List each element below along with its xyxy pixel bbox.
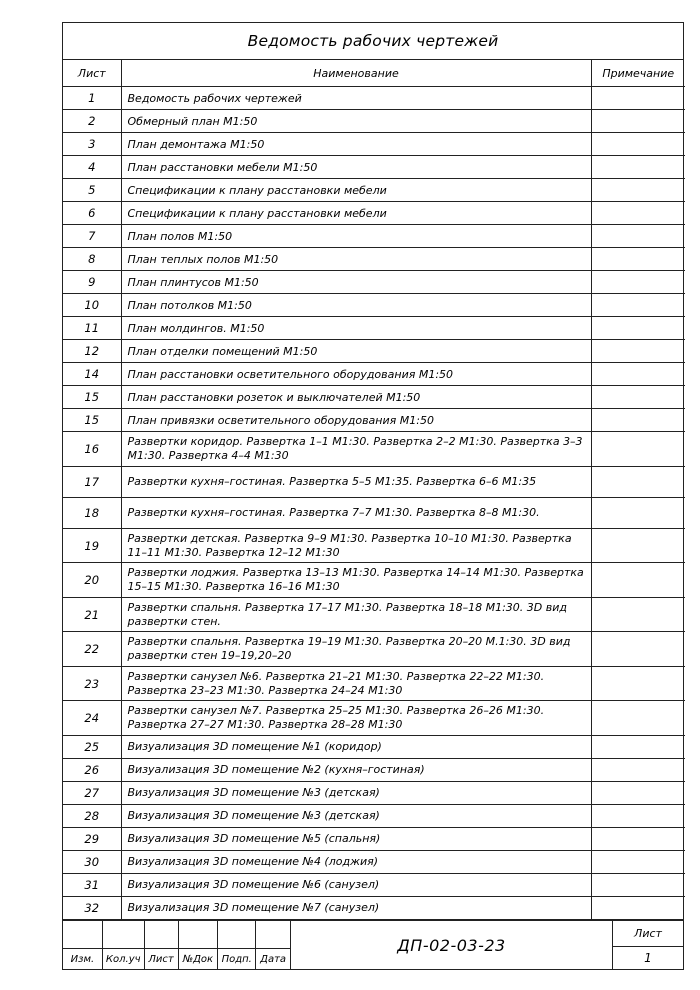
cell-drawing-name: Развертки кухня–гостиная. Развертка 5–5 М1:35. Развертка 6–6 М1:35: [121, 466, 591, 497]
revision-cell-podp: [218, 921, 256, 948]
cell-sheet-number: 8: [63, 248, 121, 271]
table-row: [63, 804, 685, 827]
cell-sheet-number: 30: [63, 850, 121, 873]
table-row: [63, 179, 685, 202]
cell-drawing-name: План плинтусов М1:50: [121, 271, 591, 294]
table-row: [63, 87, 685, 110]
cell-sheet-number: 23: [63, 666, 121, 701]
cell-drawing-name: Визуализация 3D помещение №6 (санузел): [121, 873, 591, 896]
cell-sheet-number: 10: [63, 294, 121, 317]
cell-sheet-number: 25: [63, 735, 121, 758]
cell-note: [591, 896, 685, 919]
column-header-sheet: Лист: [63, 60, 121, 87]
cell-sheet-number: 5: [63, 179, 121, 202]
sheet-label: Лист: [613, 921, 683, 947]
cell-sheet-number: 26: [63, 758, 121, 781]
cell-note: [591, 758, 685, 781]
cell-sheet-number: 20: [63, 563, 121, 598]
cell-drawing-name: Визуализация 3D помещение №7 (санузел): [121, 896, 591, 919]
cell-note: [591, 271, 685, 294]
cell-note: [591, 87, 685, 110]
cell-drawing-name: Развертки санузел №7. Развертка 25–25 М1:30. Развертка 26–26 М1:30. Развертка 27–27 М1:30. Развертка 28–28 М1:30: [121, 701, 591, 736]
cell-drawing-name: План демонтажа М1:50: [121, 133, 591, 156]
cell-note: [591, 528, 685, 563]
cell-note: [591, 110, 685, 133]
cell-drawing-name: Развертки спальня. Развертка 19–19 М1:30. Развертка 20–20 М.1:30. 3D вид развертки стен 19–19,20–20: [121, 632, 591, 667]
title-block-label: Кол.уч: [103, 949, 145, 969]
table-row: [63, 497, 685, 528]
table-head: [63, 60, 685, 87]
cell-note: [591, 317, 685, 340]
cell-drawing-name: Развертки детская. Развертка 9–9 М1:30. Развертка 10–10 М1:30. Развертка 11–11 М1:30. Развертка 12–12 М1:30: [121, 528, 591, 563]
table-row: [63, 271, 685, 294]
cell-note: [591, 466, 685, 497]
revision-cell-list: [145, 921, 179, 948]
title-block-label: Изм.: [63, 949, 103, 969]
table-row: [63, 701, 685, 736]
table-body: [63, 87, 685, 920]
cell-drawing-name: Визуализация 3D помещение №5 (спальня): [121, 827, 591, 850]
table-row: [63, 409, 685, 432]
cell-sheet-number: 22: [63, 632, 121, 667]
cell-sheet-number: 12: [63, 340, 121, 363]
cell-note: [591, 827, 685, 850]
cell-note: [591, 156, 685, 179]
table-row: [63, 466, 685, 497]
cell-sheet-number: 3: [63, 133, 121, 156]
drawing-sheet: [62, 22, 684, 970]
cell-drawing-name: Развертки коридор. Развертка 1–1 М1:30. Развертка 2–2 М1:30. Развертка 3–3 М1:30. Развертка 4–4 М1:30: [121, 432, 591, 467]
cell-sheet-number: 4: [63, 156, 121, 179]
title-block-label: Подп.: [218, 949, 256, 969]
cell-note: [591, 409, 685, 432]
cell-drawing-name: Спецификации к плану расстановки мебели: [121, 179, 591, 202]
cell-drawing-name: Спецификации к плану расстановки мебели: [121, 202, 591, 225]
cell-sheet-number: 17: [63, 466, 121, 497]
cell-drawing-name: Визуализация 3D помещение №3 (детская): [121, 804, 591, 827]
cell-note: [591, 432, 685, 467]
table-row: [63, 133, 685, 156]
cell-sheet-number: 15: [63, 409, 121, 432]
cell-drawing-name: Обмерный план М1:50: [121, 110, 591, 133]
table-row: [63, 432, 685, 467]
cell-note: [591, 133, 685, 156]
cell-note: [591, 248, 685, 271]
table-row: [63, 225, 685, 248]
title-block-sheet-info: [613, 921, 683, 969]
cell-drawing-name: Визуализация 3D помещение №4 (лоджия): [121, 850, 591, 873]
cell-note: [591, 597, 685, 632]
cell-note: [591, 632, 685, 667]
cell-sheet-number: 24: [63, 701, 121, 736]
cell-note: [591, 666, 685, 701]
cell-sheet-number: 11: [63, 317, 121, 340]
cell-note: [591, 701, 685, 736]
page-title: Ведомость рабочих чертежей: [63, 23, 683, 60]
cell-drawing-name: План отделки помещений М1:50: [121, 340, 591, 363]
cell-note: [591, 386, 685, 409]
cell-drawing-name: План расстановки осветительного оборудования М1:50: [121, 363, 591, 386]
cell-sheet-number: 15: [63, 386, 121, 409]
project-code: ДП-02-03-23: [291, 921, 613, 969]
cell-drawing-name: План полов М1:50: [121, 225, 591, 248]
cell-sheet-number: 32: [63, 896, 121, 919]
drawings-table: [63, 60, 685, 920]
cell-sheet-number: 29: [63, 827, 121, 850]
table-row: [63, 528, 685, 563]
cell-note: [591, 497, 685, 528]
cell-sheet-number: 6: [63, 202, 121, 225]
table-row: [63, 156, 685, 179]
cell-note: [591, 179, 685, 202]
cell-sheet-number: 16: [63, 432, 121, 467]
title-block: [63, 920, 683, 969]
cell-note: [591, 340, 685, 363]
cell-sheet-number: 9: [63, 271, 121, 294]
table-row: [63, 597, 685, 632]
cell-drawing-name: План потолков М1:50: [121, 294, 591, 317]
cell-note: [591, 873, 685, 896]
cell-drawing-name: Развертки санузел №6. Развертка 21–21 М1:30. Развертка 22–22 М1:30. Развертка 23–23 М1:30. Развертка 24–24 М1:30: [121, 666, 591, 701]
table-row: [63, 340, 685, 363]
cell-drawing-name: План расстановки мебели М1:50: [121, 156, 591, 179]
table-row: [63, 735, 685, 758]
table-row: [63, 781, 685, 804]
title-block-label: Дата: [260, 953, 287, 965]
cell-note: [591, 294, 685, 317]
drawings-table-wrapper: [63, 60, 683, 920]
cell-note: [591, 850, 685, 873]
cell-sheet-number: 14: [63, 363, 121, 386]
table-header-row: [63, 60, 685, 87]
cell-sheet-number: 21: [63, 597, 121, 632]
revision-cell-data: [256, 921, 290, 948]
cell-note: [591, 225, 685, 248]
cell-drawing-name: Ведомость рабочих чертежей: [121, 87, 591, 110]
table-row: [63, 294, 685, 317]
table-row: [63, 248, 685, 271]
cell-note: [591, 563, 685, 598]
table-row: [63, 386, 685, 409]
cell-sheet-number: 1: [63, 87, 121, 110]
sheet-number: 1: [644, 951, 652, 966]
cell-note: [591, 781, 685, 804]
table-row: [63, 666, 685, 701]
table-row: [63, 758, 685, 781]
title-block-label: Лист: [145, 949, 179, 969]
cell-drawing-name: Развертки кухня–гостиная. Развертка 7–7 М1:30. Развертка 8–8 М1:30.: [121, 497, 591, 528]
cell-sheet-number: 19: [63, 528, 121, 563]
cell-note: [591, 202, 685, 225]
cell-sheet-number: 31: [63, 873, 121, 896]
cell-drawing-name: Визуализация 3D помещение №3 (детская): [121, 781, 591, 804]
revision-cell-koluch: [103, 921, 145, 948]
cell-sheet-number: 2: [63, 110, 121, 133]
table-row: [63, 850, 685, 873]
table-row: [63, 896, 685, 919]
cell-sheet-number: 27: [63, 781, 121, 804]
table-row: [63, 827, 685, 850]
table-row: [63, 563, 685, 598]
revision-cell-ndok: [179, 921, 219, 948]
cell-drawing-name: План привязки осветительного оборудования М1:50: [121, 409, 591, 432]
cell-drawing-name: Развертки лоджия. Развертка 13–13 М1:30. Развертка 14–14 М1:30. Развертка 15–15 М1:30. Развертка 16–16 М1:30: [121, 563, 591, 598]
cell-sheet-number: 28: [63, 804, 121, 827]
cell-note: [591, 735, 685, 758]
cell-drawing-name: План расстановки розеток и выключателей М1:50: [121, 386, 591, 409]
cell-drawing-name: Визуализация 3D помещение №1 (коридор): [121, 735, 591, 758]
title-block-label: №Док: [179, 949, 219, 969]
cell-sheet-number: 18: [63, 497, 121, 528]
table-row: [63, 873, 685, 896]
table-row: [63, 317, 685, 340]
table-row: [63, 363, 685, 386]
table-row: [63, 632, 685, 667]
cell-note: [591, 363, 685, 386]
cell-drawing-name: Визуализация 3D помещение №2 (кухня–гостиная): [121, 758, 591, 781]
column-header-name: Наименование: [121, 60, 591, 87]
cell-drawing-name: Развертки спальня. Развертка 17–17 М1:30. Развертка 18–18 М1:30. 3D вид развертки стен.: [121, 597, 591, 632]
cell-drawing-name: План молдингов. М1:50: [121, 317, 591, 340]
title-block-empty-row: [63, 921, 290, 949]
column-header-note: Примечание: [591, 60, 685, 87]
revision-cell-izm: [63, 921, 103, 948]
title-block-column-labels: [63, 949, 290, 969]
cell-sheet-number: 7: [63, 225, 121, 248]
cell-drawing-name: План теплых полов М1:50: [121, 248, 591, 271]
cell-note: [591, 804, 685, 827]
title-block-revision-grid: [63, 921, 291, 969]
table-row: [63, 202, 685, 225]
table-row: [63, 110, 685, 133]
